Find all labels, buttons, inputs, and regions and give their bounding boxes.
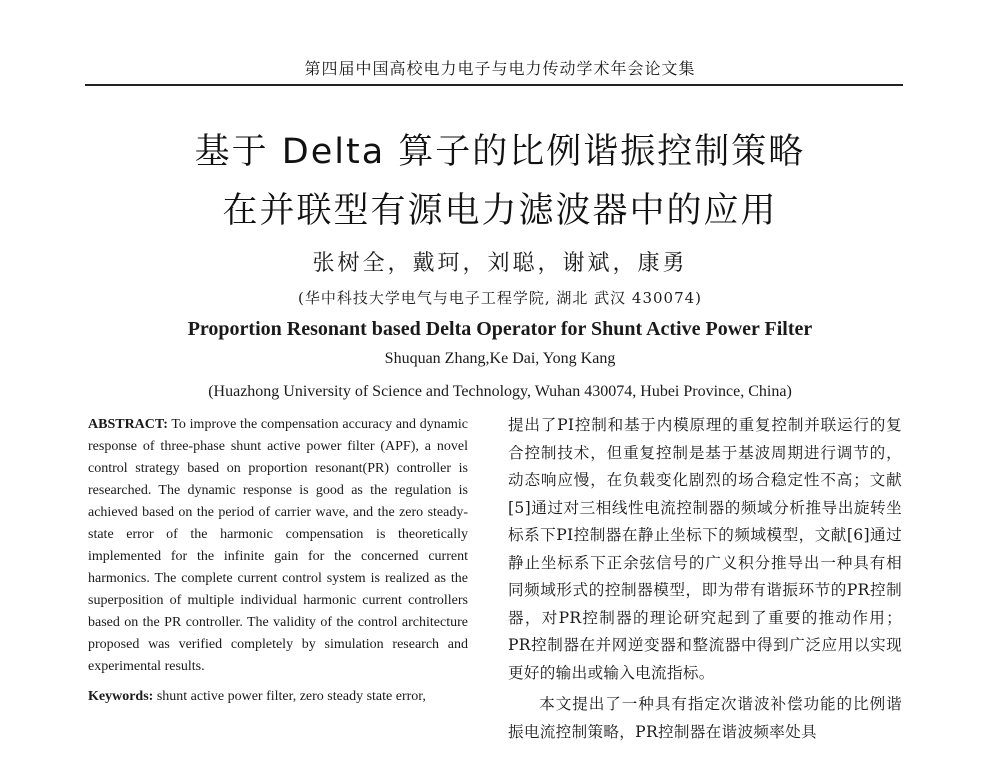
affiliation-cn: (华中科技大学电气与电子工程学院, 湖北 武汉 430074) [297,289,703,307]
body-paragraph-1: 提出了PI控制和基于内模原理的重复控制并联运行的复合控制技术，但重复控制是基于基波周期进行调节的，动态响应慢，在负载变化剧烈的场合稳定性不高；文献[5]通过对三相线性电流控制器的频域分析推导出旋转坐标系下PI控制器在静止坐标下的频域模型，文献[6]通过静止坐标系下正余弦信号的广义积分推导出一种具有相同频域形式的控制器模型，即为带有谐振环节的PR控制器，对PR控制器的理论研究起到了重要的推动作用；PR控制器在并网逆变器和整流器中得到广泛应用以实现更好的输出或输入电流指标。 [508,416,902,682]
authors-cn: 张树全，戴珂，刘聪，谢斌，康勇 [312,251,688,276]
paper-title-cn-line1: 基于 Delta 算子的比例谐振控制策略 [194,132,806,172]
running-header: 第四届中国高校电力电子与电力传动学术年会论文集 [304,59,696,78]
abstract-label: ABSTRACT: [88,417,168,432]
keywords-label: Keywords: [88,689,154,704]
body-paragraph-2: 本文提出了一种具有指定次谐波补偿功能的比例谐振电流控制策略，PR控制器在谐波频率处具 [508,695,902,741]
paper-title-cn-line2: 在并联型有源电力滤波器中的应用 [222,191,778,231]
abstract-text: To improve the compensation accuracy and dynamic response of three-phase shunt active power filter (APF), a novel control strategy based on proportion resonant(PR) controller is researched. The dynamic response is good as the regulation is achieved based on the period of carrier wave, and the zero steady-state error of the harmonic compensation is theoretically implemented for the infinite gain for the concerned current harmonics. The complete current control system is realized as the superposition of multiple individual harmonic current controllers based on the PR controller. The validity of the control architecture proposed was verified completely by simulation research and experimental results. [88,417,468,674]
paper-title-en: Proportion Resonant based Delta Operator for Shunt Active Power Filter [187,318,813,340]
abstract [88,414,468,678]
body-column-cn [508,412,902,746]
abstract-column [88,414,468,708]
header-rule [85,84,903,86]
keywords-text: shunt active power filter, zero steady state error, [153,689,426,704]
authors-en: Shuquan Zhang,Ke Dai, Yong Kang [384,350,616,367]
keywords [88,686,468,708]
affiliation-en: (Huazhong University of Science and Technology, Wuhan 430074, Hubei Province, China) [208,383,792,400]
